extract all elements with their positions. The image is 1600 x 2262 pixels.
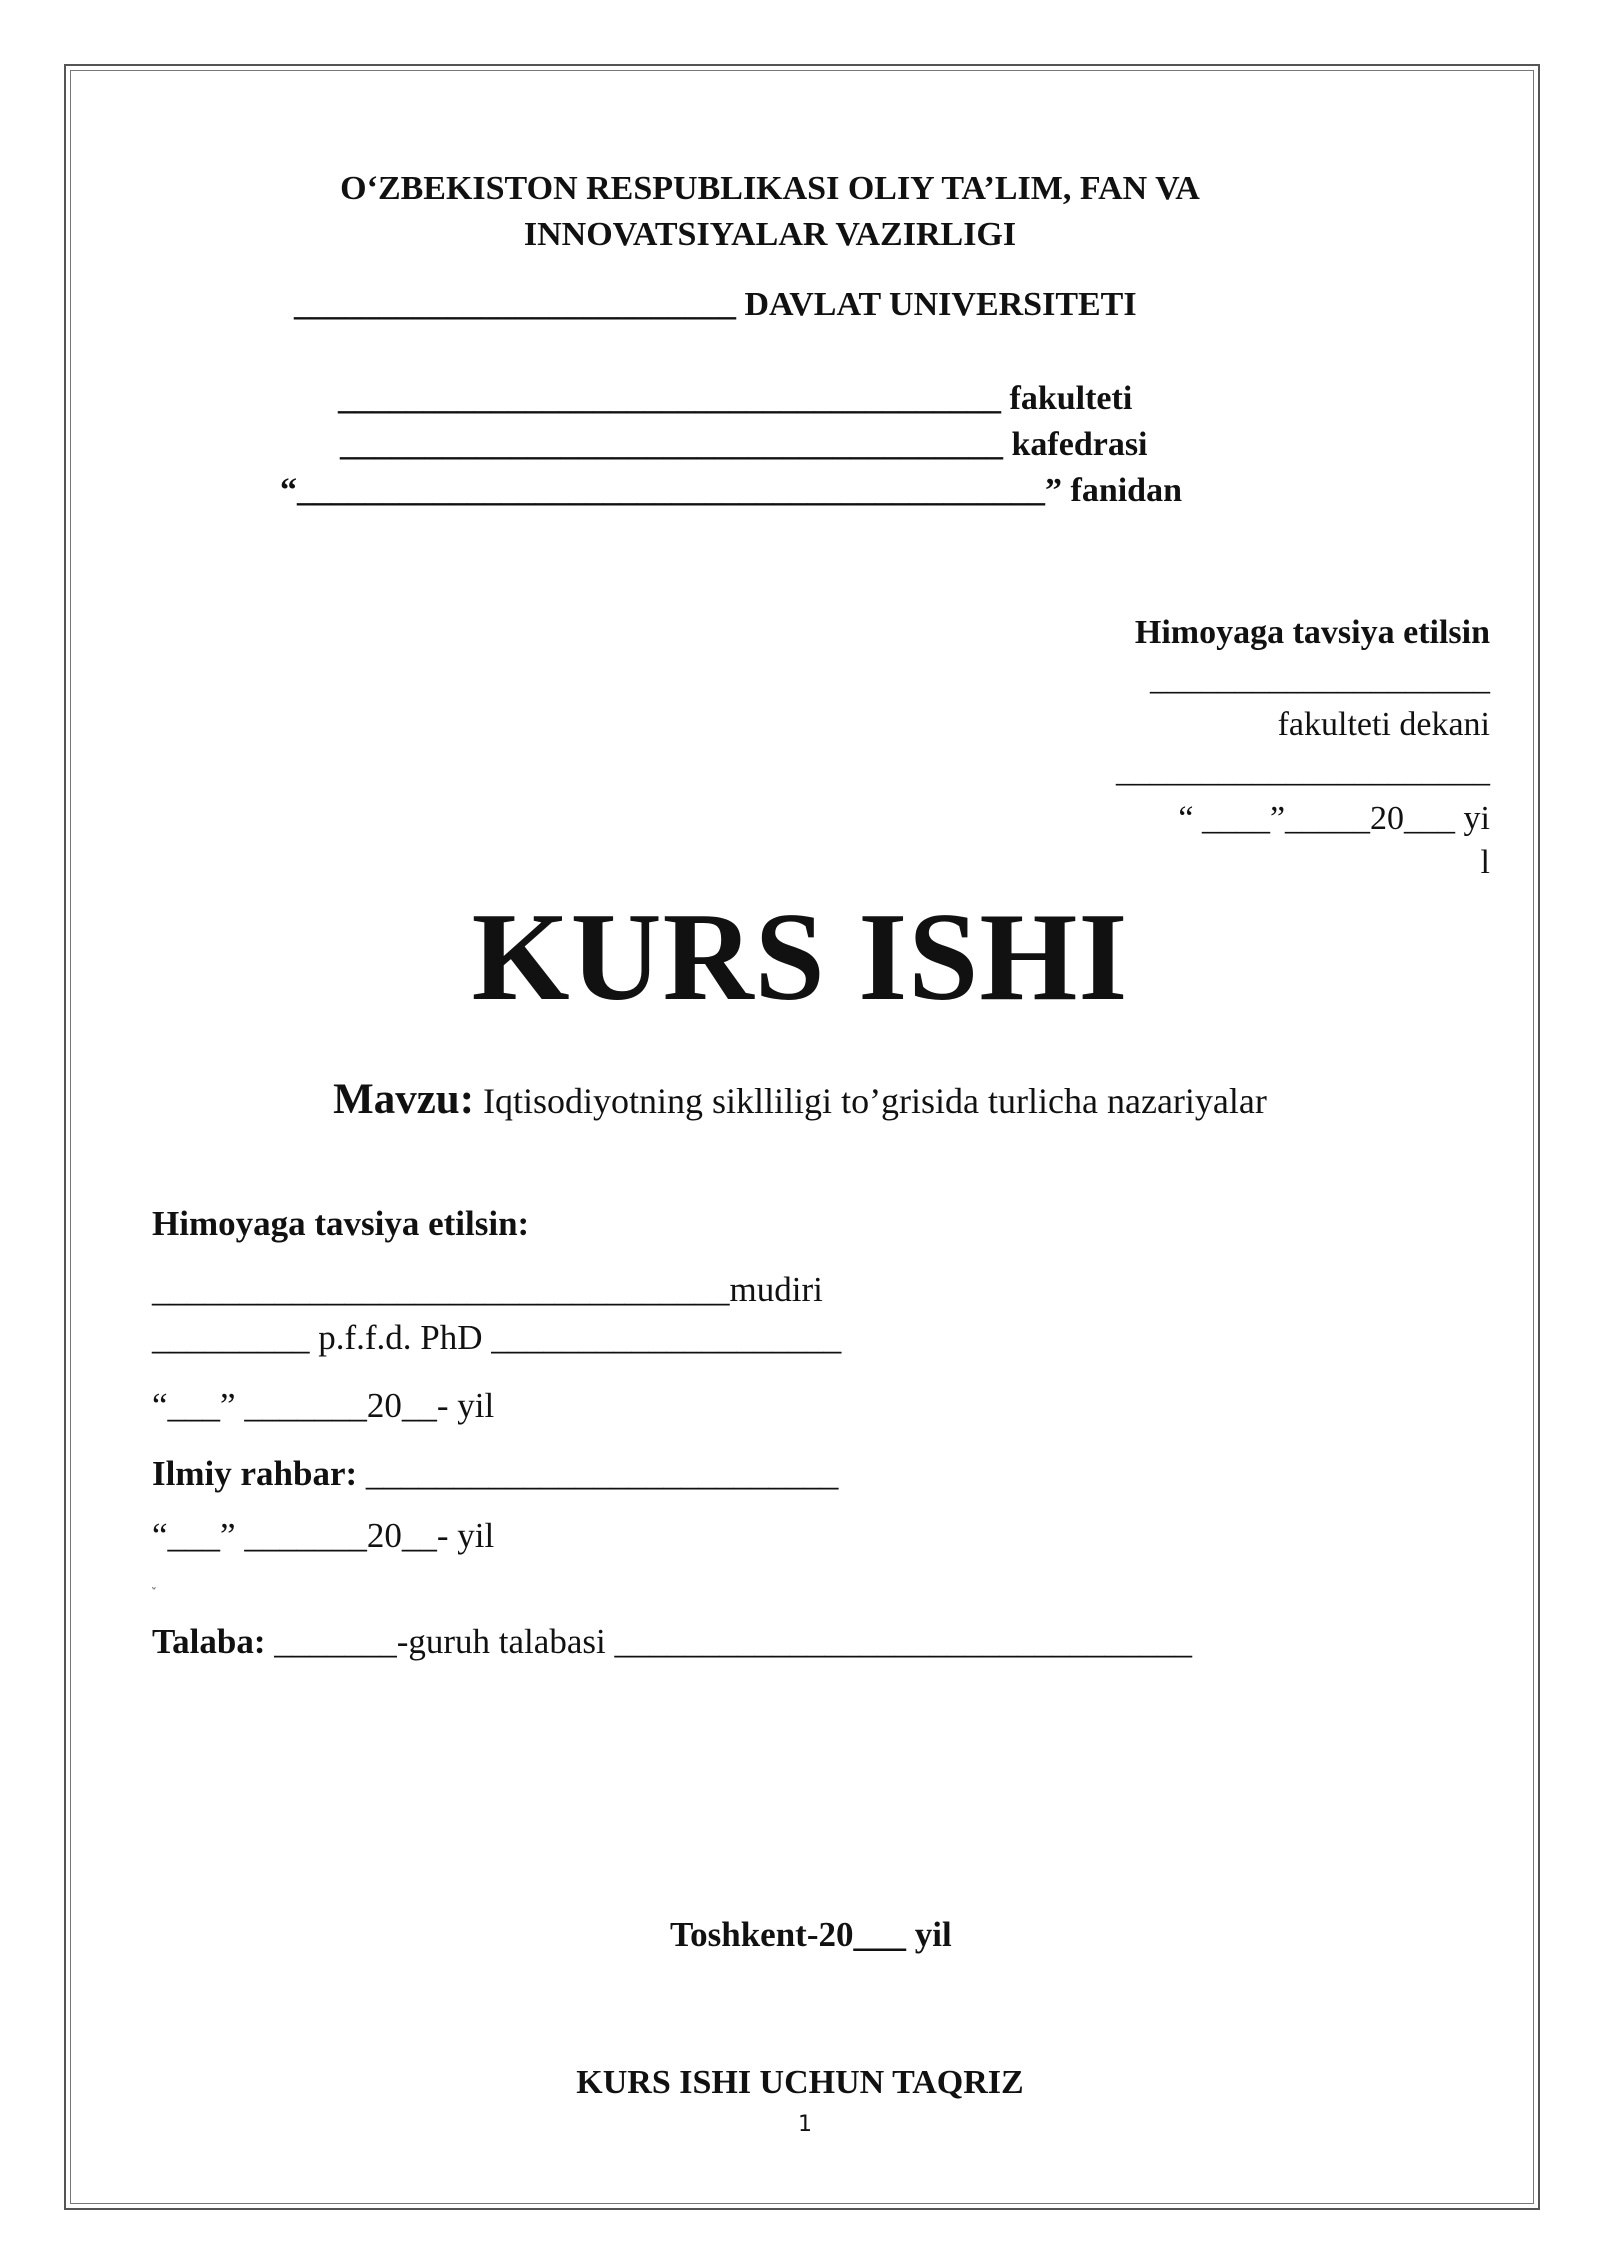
ministry-line-1: O‘ZBEKISTON RESPUBLIKASI OLIY TA’LIM, FAN VA xyxy=(340,170,1200,207)
head-of-department-line: _________________________________mudiri xyxy=(152,1270,823,1309)
university-line: __________________________ DAVLAT UNIVERSITETI xyxy=(294,286,1137,323)
approval-bottom-heading: Himoyaga tavsiya etilsin: xyxy=(152,1204,530,1243)
ministry-line-2: INNOVATSIYALAR VAZIRLIGI xyxy=(523,216,1017,253)
student-details-line: _______-guruh talabasi _________________________________ xyxy=(265,1622,1192,1661)
topic-label: Mavzu: xyxy=(333,1076,475,1123)
city-year: Toshkent-20___ yil xyxy=(670,1915,952,1954)
department-line: _______________________________________ kafedrasi xyxy=(340,426,1148,463)
dean-signature-line: ______________________ xyxy=(1116,752,1490,789)
faculty-line: _______________________________________ fakulteti xyxy=(338,380,1133,417)
approval-top-signature-line: ____________________ xyxy=(1150,660,1490,697)
approval-top-heading: Himoyaga tavsiya etilsin xyxy=(1134,614,1490,651)
approval-top-date: “ ____”_____20___ yi xyxy=(1178,800,1490,837)
advisor-line xyxy=(152,1454,838,1494)
advisor-signature-line: ___________________________ xyxy=(357,1454,839,1493)
phd-line: _________ p.f.f.d. PhD ____________________ xyxy=(152,1318,842,1357)
advisor-label: Ilmiy rahbar: xyxy=(152,1454,358,1493)
student-label: Talaba: xyxy=(152,1622,266,1661)
student-line xyxy=(152,1622,1192,1662)
review-heading: KURS ISHI UCHUN TAQRIZ xyxy=(576,2064,1024,2101)
subject-line: “____________________________________________” fanidan xyxy=(280,472,1182,509)
topic-text: Iqtisodiyotning siklliligi to’grisida turlicha nazariyalar xyxy=(474,1081,1267,1121)
page-number: 1 xyxy=(798,2112,812,2137)
approval-date-1: “___” _______20__- yil xyxy=(152,1386,495,1425)
dean-label: fakulteti dekani xyxy=(1277,706,1490,743)
topic-line xyxy=(0,1075,1600,1124)
stray-mark: ʷ xyxy=(152,1584,156,1594)
approval-date-2: “___” _______20__- yil xyxy=(152,1516,495,1555)
approval-top-date-wrap: l xyxy=(1480,844,1490,881)
document-title: KURS ISHI xyxy=(471,888,1129,1027)
